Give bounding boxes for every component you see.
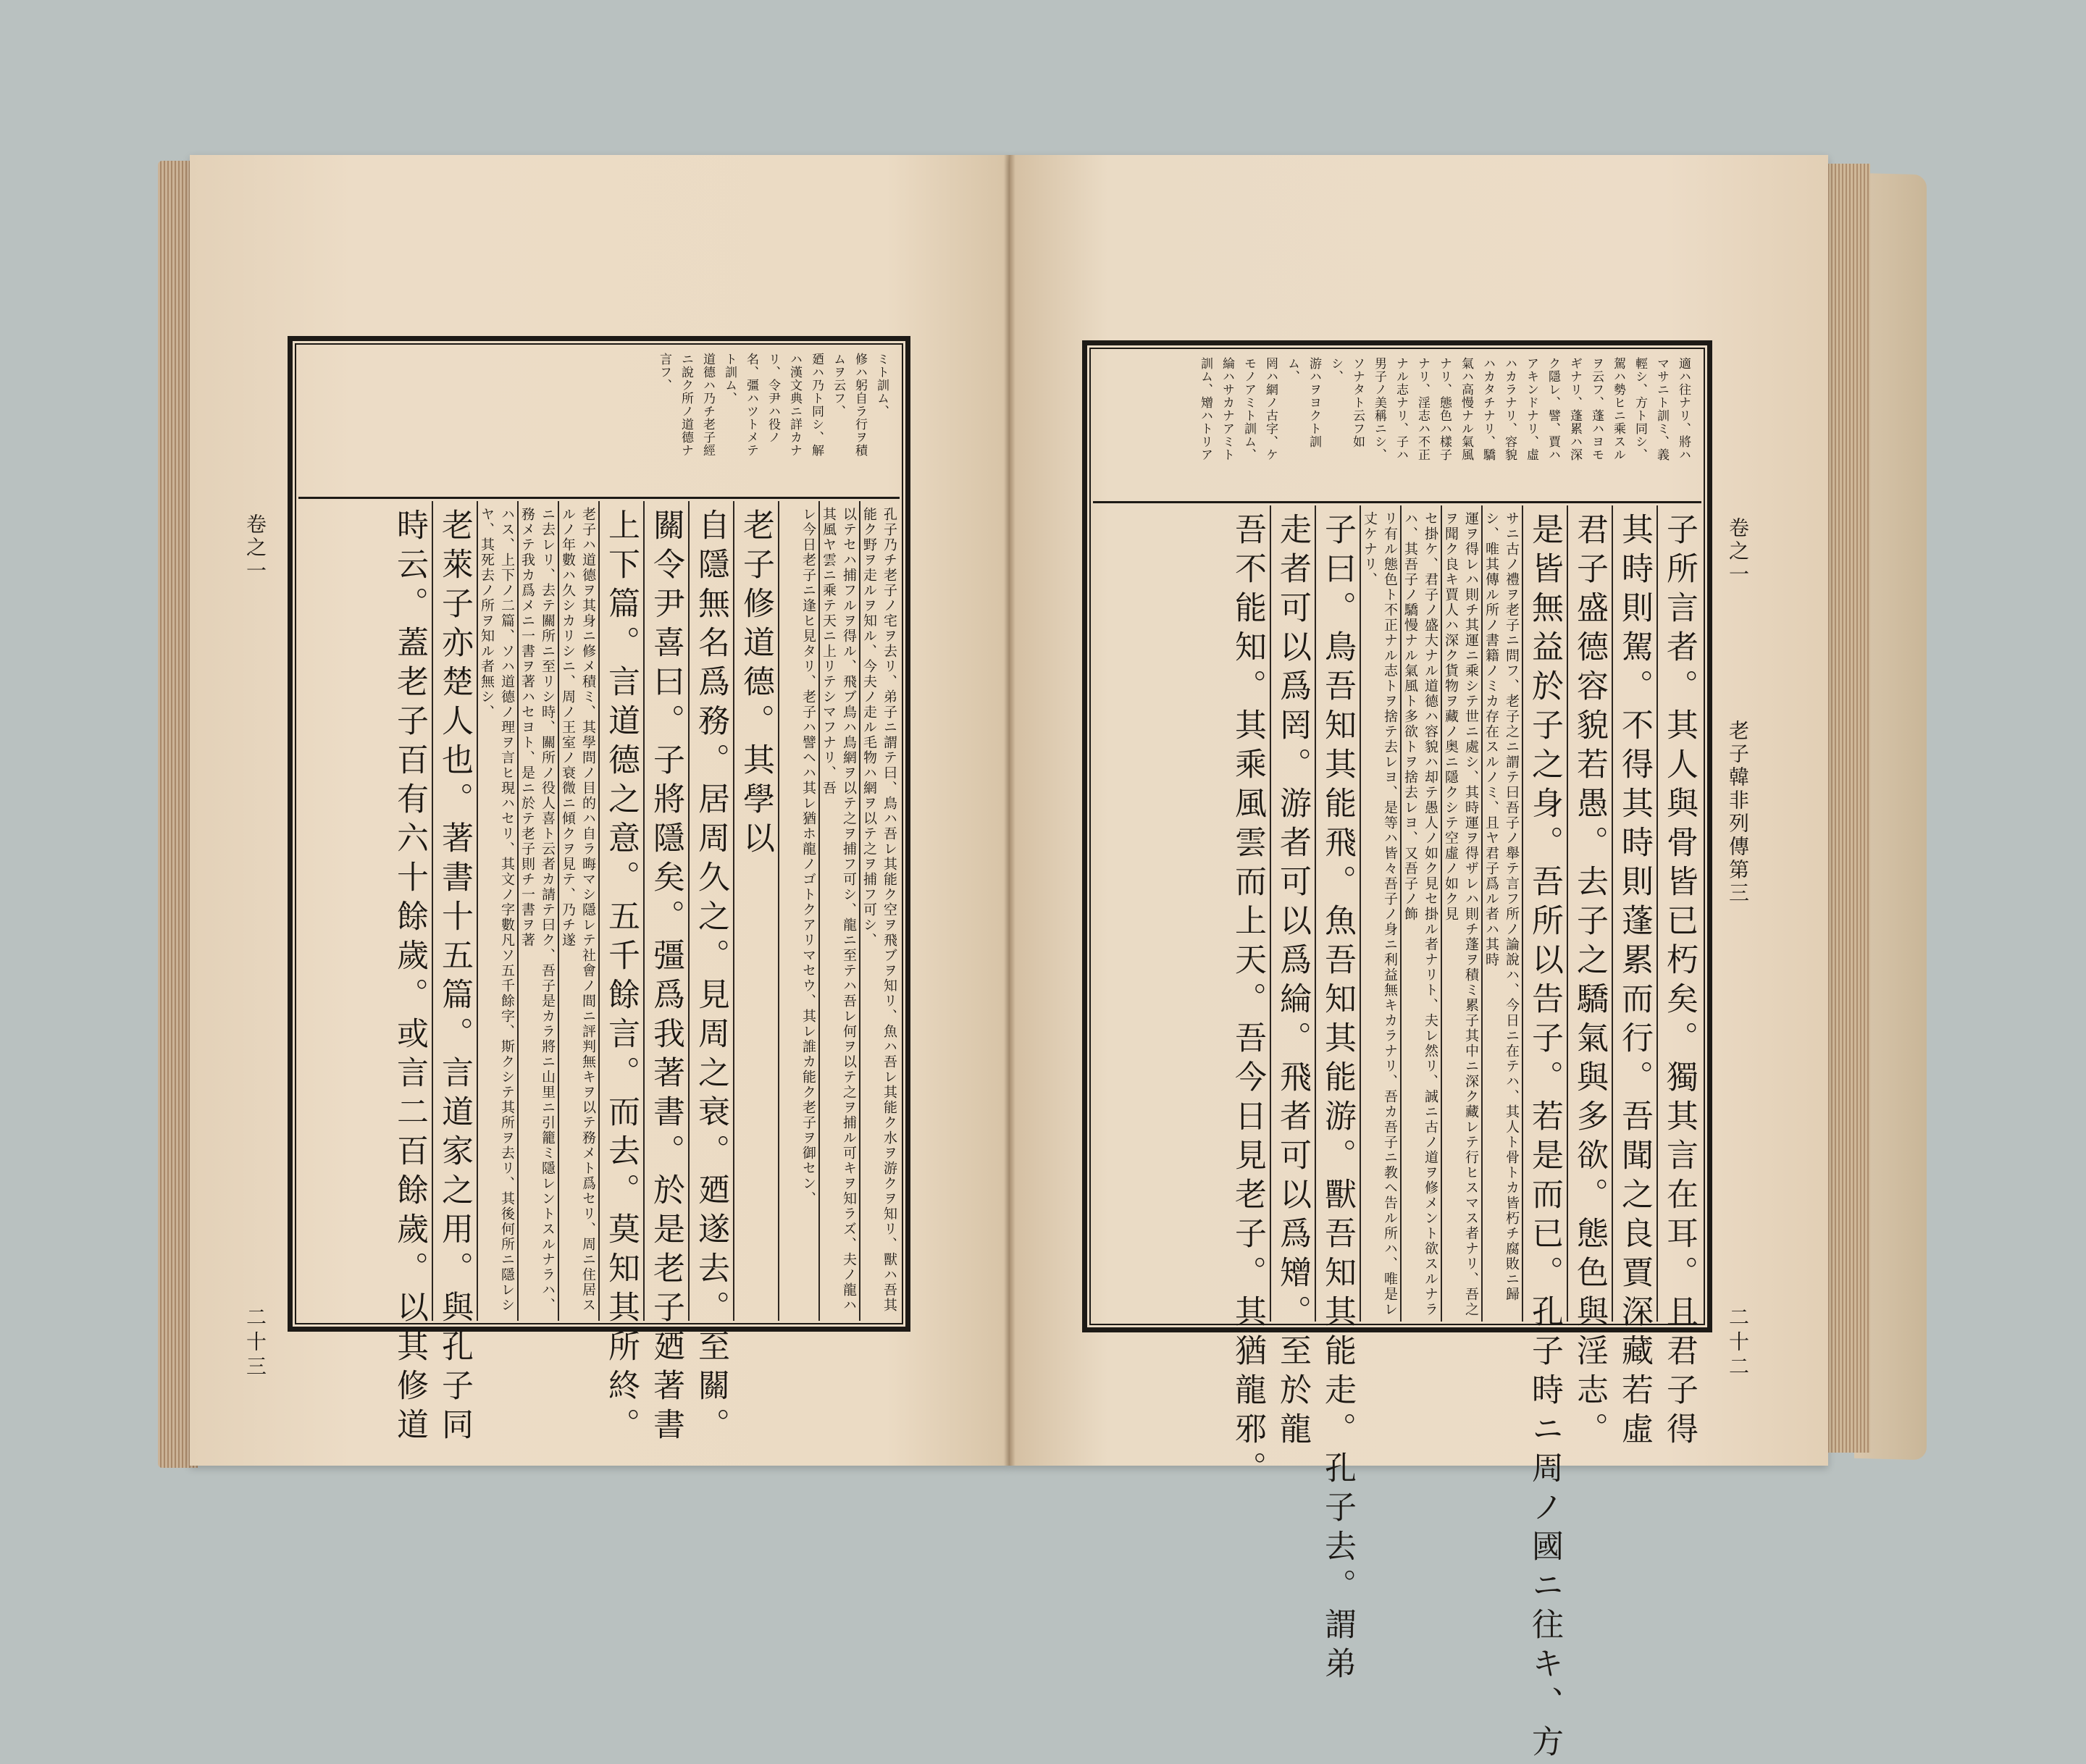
text-column: 自隱無名爲務。居周久之。見周之衰。廼遂去。至關。 [688, 501, 733, 1321]
note-line: 修ハ躬自ラ行ヲ積 [853, 353, 867, 457]
text-column: 其時則駕。不得其時則蓬累而行。吾聞之良賈深藏若虛 [1612, 505, 1656, 1322]
text-column: 時云。蓋老子百有六十餘歲。或言二百餘歲。以其修道 [391, 508, 428, 1447]
note-line: ハ漢文典ニ詳カナ [787, 353, 802, 457]
note-line: 道德ハ乃チ老子經 [700, 353, 715, 457]
note-line: ムヲ云フ、 [831, 353, 845, 418]
note-line: ギナリ、蓬累ハ深 [1567, 357, 1582, 461]
left-main-text [298, 501, 900, 1447]
note-line: マサニト訓ミ、義 [1654, 357, 1669, 461]
note-line: 言フ、 [657, 353, 671, 392]
note-line: 訓ム、矰ハトリア [1198, 357, 1212, 461]
note-line: 氣ハ高慢ナル氣風 [1459, 357, 1473, 461]
note-line: モノアミト訓ム、 [1241, 357, 1256, 461]
text-column: 吾不能知。其乘風雲而上天。吾今日見老子。其猶龍邪。 [1229, 513, 1266, 1490]
text-column: 關令尹喜曰。子將隱矣。彊爲我著書。於是老子廼著書 [643, 501, 688, 1321]
right-running-title: 老子韓非列傳第三 [1726, 720, 1750, 905]
text-column: 子所言者。其人與骨皆已朽矣。獨其言在耳。且君子得 [1656, 505, 1701, 1322]
note-line: ム、 [1285, 357, 1299, 383]
commentary-column: 老子ハ道德ヲ其身ニ修メ積ミ、其學問ノ目的ハ自ラ晦マシ隱レテ社會ノ間ニ評判無キヲ以テ務メト爲セリ、周ニ住居スルノ年數ハ久シカリシニ、周ノ王室ノ衰微ニ傾クヲ見テ、乃チ遂 [558, 501, 598, 1321]
commentary-column: セ掛ケ、君子ノ盛大ナル道德ハ容貌ハ却テ愚人ノ如ク見セ掛ル者ナリト、夫レ然リ、誠ニ古ノ道ヲ修メント欲スルナラハ、其吾子ノ驕慢ナル氣風ト多欲トヲ捨去レヨ、又吾子ノ飾 [1400, 505, 1441, 1322]
note-line: 廼ハ乃ト同シ、解 [809, 353, 824, 457]
note-line: ヲ云フ、蓬ハヨモ [1589, 357, 1604, 461]
commentary-column: リ有ル態色ト不正ナル志トヲ捨テ去レヨ、是等ハ皆々吾子ノ身ニ利益無キカラナリ、吾カ吾子ニ教ヘ告ル所ハ、唯是レ丈ケナリ、 [1360, 505, 1400, 1322]
text-column: 老子修道德。其學以 [733, 501, 778, 1321]
right-folio: 二十二 [1726, 1306, 1750, 1380]
note-line: 輕シ、方ト同シ、 [1633, 357, 1647, 461]
note-line: 綸ハサカナアミト [1220, 357, 1234, 461]
text-column: 走者可以爲罔。游者可以爲綸。飛者可以爲矰。至於龍 [1270, 505, 1315, 1322]
text-column: 子曰。鳥吾知其能飛。魚吾知其能游。獸吾知其能走。孔子去。謂弟 [1315, 505, 1360, 1322]
note-line: 罔ハ網ノ古字、ケ [1263, 357, 1278, 461]
note-line: シ、 [1328, 357, 1343, 383]
text-column: 老萊子亦楚人也。著書十五篇。言道家之用。與孔子同 [432, 501, 477, 1321]
note-line: ナリ、態色ハ樣子 [1437, 357, 1452, 461]
book-gutter [1004, 155, 1015, 1466]
note-line: アキンドナリ、虛 [1524, 357, 1538, 461]
right-text-frame [1082, 340, 1712, 1764]
left-folio: 二十三 [243, 1306, 267, 1380]
commentary-column: 孔子乃チ老子ノ宅ヲ去リ、弟子ニ謂テ曰、鳥ハ吾レ其能ク空ヲ飛ブヲ知リ、魚ハ吾レ其能ク水ヲ游クヲ知リ、獸ハ吾其能ク野ヲ走ルヲ知ル、今夫ノ走ル毛物ハ網ヲ以テ之ヲ捕フ可シ、 [859, 501, 900, 1321]
commentary-column: レ今日老子ニ逢ヒ見タリ、老子ハ譬ヘハ其レ猶ホ龍ノゴトクアリマセウ、其レ誰カ能ク老子ヲ御セン、 [778, 501, 818, 1321]
note-line: 適ハ往ナリ、將ハ [1676, 357, 1691, 461]
note-line: 駕ハ勢ヒニ乘スル [1611, 357, 1625, 461]
inline-fragment: 孔子去。謂弟 [1319, 1451, 1356, 1686]
note-line: 游ハヲヨクト訓 [1307, 357, 1321, 448]
note-line: リ、令尹ハ役ノ [766, 353, 780, 444]
right-main-text [1093, 505, 1701, 1764]
commentary-column: 運ヲ得レハ則チ其運ニ乘シテ世ニ處シ、其時運ヲ得ザレハ則チ蓬ヲ積ミ累子其中ニ深ク藏レテ行ヒスマス者ナリ、吾之ヲ聞ク良キ賈人ハ深ク貨物ヲ藏ノ奥ニ隱クシテ空虛ノ如ク見 [1441, 505, 1481, 1322]
left-running-head: 卷之一 [243, 513, 267, 583]
right-notes-band [1093, 351, 1701, 503]
commentary-column: ニ去レリ、去テ關所ニ至リシ時、關所ノ役人喜ト云者カ請テ曰ク、吾子是カラ將ニ山里ニ引籠ミ隱レントスルナラハ、務メテ我カ爲メニ一書ヲ著ハセヨト、是ニ於テ老子則チ一書ヲ著 [517, 501, 558, 1321]
left-page [190, 155, 1010, 1466]
text-column: 是皆無益於子之身。吾所以告子。若是而已。孔子時ニ周ノ國ニ往キ、方 [1522, 505, 1567, 1322]
note-line: ハカタチナリ、驕 [1480, 357, 1495, 461]
right-page [1010, 155, 1828, 1764]
text-column: 上下篇。言道德之意。五千餘言。而去。莫知其所終。 [598, 501, 643, 1321]
note-line: ニ說ク所ノ道德ナ [679, 353, 693, 457]
note-line: ナリ、淫志ハ不正 [1415, 357, 1430, 461]
left-notes-band [298, 347, 900, 499]
note-line: ト訓ム、 [722, 353, 737, 405]
left-text-frame [288, 336, 910, 1447]
note-line: 名、彊ハツトメテ [744, 353, 758, 457]
note-line: ミト訓ム、 [874, 353, 889, 418]
commentary-column: サニ古ノ禮ヲ老子ニ問フ、老子之ニ謂テ曰吾子ノ舉テ言フ所ノ論說ハ、今日ニ在テハ、其人ト骨トカ皆朽チ腐敗ニ歸シ、唯其傳ル所ノ書籍ノミカ存在スルノミ、且ヤ君子爲ル者ハ其時 [1481, 505, 1522, 1322]
note-line: ク隱レ、譬、賈ハ [1546, 357, 1560, 461]
note-line: ソナタト云フ如 [1350, 357, 1365, 448]
note-line: ハカラナリ、容貌 [1502, 357, 1517, 461]
note-line: ナル志ナリ、子ハ [1394, 357, 1408, 461]
right-running-head: 卷之一 [1726, 517, 1750, 587]
text-column: 君子盛德容貌若愚。去子之驕氣與多欲。態色與淫志。 [1567, 505, 1612, 1322]
commentary-column: ハス、上下ノ二篇、ソハ道德ノ理ヲ言ヒ現ハセリ、其文ノ字數凡ソ五千餘字、斯クシテ其所ヲ去リ、其後何所ニ隱レシヤ、其死去ノ所ヲ知ル者無シ、 [477, 501, 517, 1321]
commentary-column: 以テセハ捕フルヲ得ル、飛ブ鳥ハ鳥網ヲ以テ之ヲ捕フ可シ、龍ニ至テハ吾レ何ヲ以テ之ヲ捕ル可キヲ知ラズ、夫ノ龍ハ其風ヤ雲ニ乘テ天ニ上リテシマフナリ、吾 [818, 501, 859, 1321]
note-line: 男子ノ美稱ニシ、 [1372, 357, 1386, 461]
